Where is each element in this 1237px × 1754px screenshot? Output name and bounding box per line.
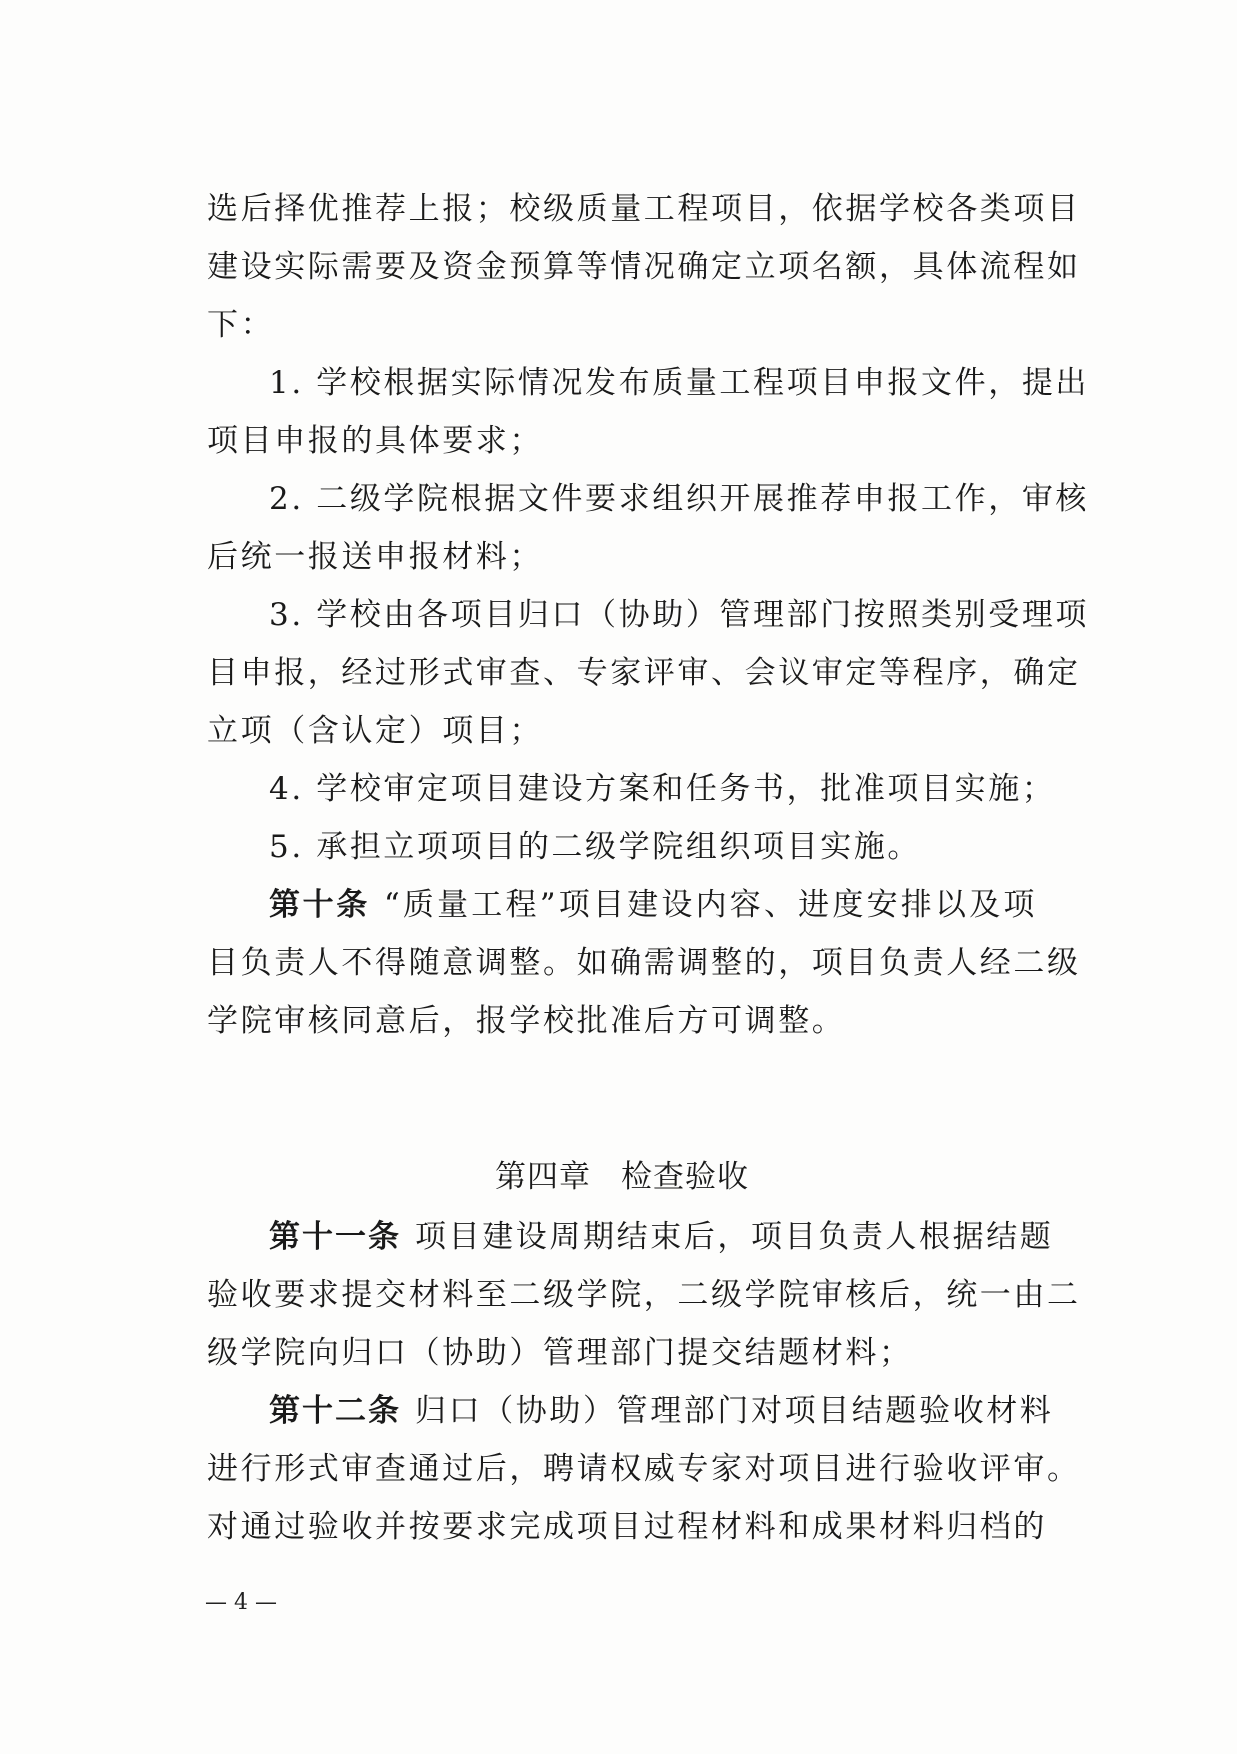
article10-text-1: “质量工程”项目建设内容、进度安排以及项 xyxy=(383,887,1038,923)
chapter-heading xyxy=(207,1146,1037,1208)
article12-line-1 xyxy=(207,1382,1054,1440)
step4-line-1: 4. 学校审定项目建设方案和任务书，批准项目实施； xyxy=(269,771,1056,807)
article10-line-1 xyxy=(207,876,1037,934)
step2-line-2: 后统一报送申报材料； xyxy=(207,539,543,575)
article10-line-3: 学院审核同意后，报学校批准后方可调整。 xyxy=(207,1003,846,1039)
step3-line-1: 3. 学校由各项目归口（协助）管理部门按照类别受理项 xyxy=(269,597,1090,633)
chapter-title: 检查验收 xyxy=(621,1159,749,1195)
intro-line-1: 选后择优推荐上报；校级质量工程项目，依据学校各类项目 xyxy=(207,191,1081,227)
article12-label: 第十二条 xyxy=(269,1393,401,1429)
article11-line-1 xyxy=(207,1208,1054,1266)
document-body xyxy=(207,180,1090,1556)
article10-label: 第十条 xyxy=(269,887,370,923)
step1-line-1: 1. 学校根据实际情况发布质量工程项目申报文件，提出 xyxy=(269,365,1090,401)
intro-line-3: 下： xyxy=(207,307,275,343)
article11-text-1: 项目建设周期结束后，项目负责人根据结题 xyxy=(415,1219,1054,1255)
step5-line-1: 5. 承担立项项目的二级学院组织项目实施。 xyxy=(269,829,922,865)
article11-line-2: 验收要求提交材料至二级学院，二级学院审核后，统一由二 xyxy=(207,1277,1081,1313)
chapter-number: 第四章 xyxy=(495,1159,591,1195)
step3-line-3: 立项（含认定）项目； xyxy=(207,713,543,749)
article11-label: 第十一条 xyxy=(269,1219,401,1255)
intro-line-2: 建设实际需要及资金预算等情况确定立项名额，具体流程如 xyxy=(207,249,1081,285)
article12-text-1: 归口（协助）管理部门对项目结题验收材料 xyxy=(415,1393,1054,1429)
step3-line-2: 目申报，经过形式审查、专家评审、会议审定等程序，确定 xyxy=(207,655,1081,691)
step2-line-1: 2. 二级学院根据文件要求组织开展推荐申报工作，审核 xyxy=(269,481,1090,517)
section-gap xyxy=(207,1050,1037,1146)
article10-line-2: 目负责人不得随意调整。如确需调整的，项目负责人经二级 xyxy=(207,945,1081,981)
page-number: — 4 — xyxy=(205,1590,277,1615)
step1-line-2: 项目申报的具体要求； xyxy=(207,423,543,459)
article12-line-3: 对通过验收并按要求完成项目过程材料和成果材料归档的 xyxy=(207,1509,1047,1545)
article12-line-2: 进行形式审查通过后，聘请权威专家对项目进行验收评审。 xyxy=(207,1451,1081,1487)
article11-line-3: 级学院向归口（协助）管理部门提交结题材料； xyxy=(207,1335,913,1371)
